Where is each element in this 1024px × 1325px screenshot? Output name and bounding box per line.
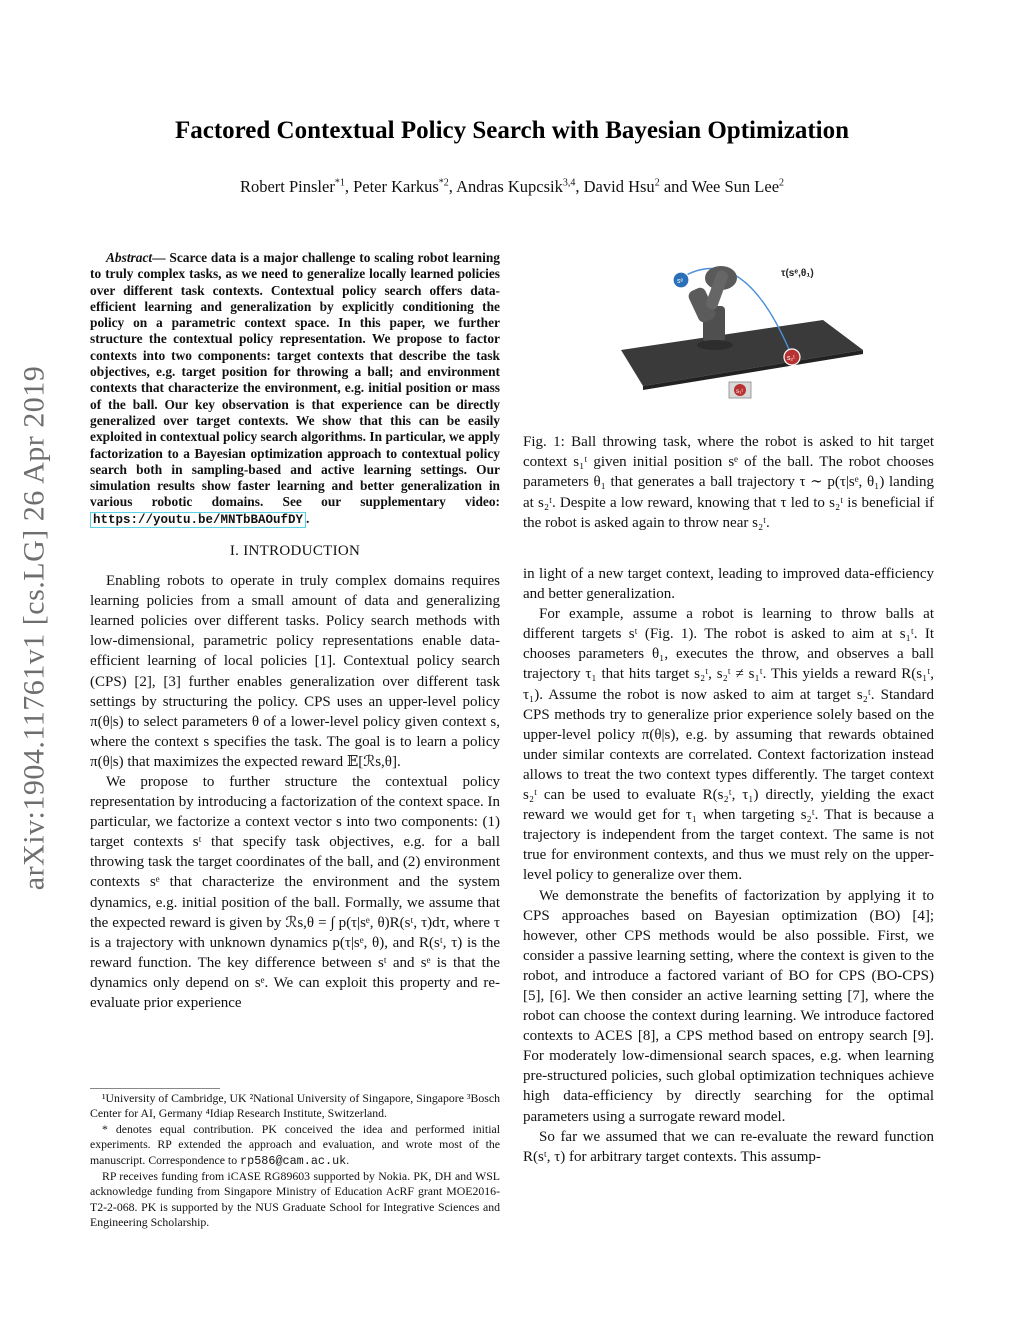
footnotes <box>90 1088 500 1231</box>
caption-text: : Ball throwing task, where the robot is asked to hit target context s₁ᵗ given initial position sᵉ of the ball. The robot chooses parameters θ₁ that generates a ball trajectory τ ∼ p(τ|sᵉ, θ₁) landing at s₂ᵗ. Despite a low reward, knowing that τ led to s₂ᵗ is beneficial if the robot is asked again to throw near s₂ᵗ. <box>523 434 934 531</box>
author-affiliation: *1 <box>334 177 345 189</box>
author-name: Andras Kupcsik <box>456 177 563 196</box>
ball-env-label: sᵉ <box>677 278 684 285</box>
left-column <box>90 250 500 1013</box>
intro-paragraph: We propose to further structure the contextual policy representation by introducing a factorization of the context space. In particular, we factorize a context vector s into two components: (1) target contexts sᵗ that specify task objectives, e.g. for a ball throwing task the target coordinates of the ball, and (2) environment contexts sᵉ that characterize the environment and the system dynamics, e.g. initial position of the ball. Formally, we assume that the expected reward is given by ℛs,θ = ∫ p(τ|sᵉ, θ)R(sᵗ, τ)dτ, where τ is a trajectory with unknown dynamics p(τ|sᵉ, θ), and R(sᵗ, τ) is the reward function. The key difference between sᵗ and sᵉ is that the dynamics only depend on sᵉ. We can exploit this property and re-evaluate prior experience <box>90 773 500 1012</box>
author-affiliation: *2 <box>438 177 449 189</box>
caption-number: 1 <box>553 434 561 450</box>
video-link[interactable]: https://youtu.be/MNTbBAOufDY <box>90 512 306 528</box>
caption-prefix: Fig. <box>523 434 554 450</box>
author-affiliation: 2 <box>779 177 785 189</box>
author-name: David Hsu <box>583 177 655 196</box>
section-heading: I. INTRODUCTION <box>229 543 361 560</box>
table-surface <box>621 320 863 386</box>
right-column <box>523 250 934 1167</box>
abstract-label: Abstract <box>106 250 153 265</box>
abstract-text: Scarce data is a major challenge to scaling robot learning to truly complex tasks, as we need to generalize locally learned policies over different task contexts. Contextual policy search offers data-efficient learning and generalization by explicitly conditioning the policy on a parametric context space. In this paper, we further structure the contextual policy representation. We propose to factor contexts into two components: target contexts that describe the task objectives, e.g. target position for throwing a ball; and environment contexts that characterize the environment, e.g. initial position or mass of the ball. Our key observation is that experience can be directly generalized over target contexts. We show that this can be easily exploited in contextual policy search algorithms. In particular, we apply factorization to a Bayesian optimization approach to contextual policy search both in sampling-based and active learning settings. Our simulation results show faster learning and better generalization in various robotic domains. See our supplementary video: <box>90 250 500 510</box>
author-affiliation: 3,4 <box>562 177 576 189</box>
body-paragraph: So far we assumed that we can re-evaluate the reward function R(sᵗ, τ) for arbitrary target contexts. This assump- <box>523 1128 934 1165</box>
author-name: Wee Sun Lee <box>691 177 780 196</box>
arxiv-side-stamp <box>14 268 54 988</box>
paper-title: Factored Contextual Policy Search with Bayesian Optimization <box>174 117 850 144</box>
correspondence-email[interactable]: rp586@cam.ac.uk <box>240 1153 347 1168</box>
author-name: Robert Pinsler <box>239 177 335 196</box>
figure-caption <box>523 432 934 533</box>
right-column-text <box>523 564 934 1167</box>
footnote-affiliations: ¹University of Cambridge, UK ²National University of Singapore, Singapore ³Bosch Center for AI, Germany ⁴Idiap Research Institute, Switzerland. <box>90 1091 500 1121</box>
trajectory-label: τ(sᵉ,θ₁) <box>781 268 814 279</box>
footnote-divider <box>90 1088 220 1089</box>
author-name: Peter Karkus <box>353 177 439 196</box>
target-hit-label: s₂ᵗ <box>787 355 795 362</box>
target-goal-label: s₁ᵗ <box>736 388 743 395</box>
author-list: Robert Pinsler$^{*1}$, Peter Karkus$^{*2}$, Andras Kupcsik$^{3,4}$, David Hsu$^2$ and Wee Sun Lee$^2$ <box>239 177 785 196</box>
body-paragraph: For example, assume a robot is learning to throw balls at different targets sᵗ (Fig. 1). The robot is asked to aim at s₁ᵗ. It chooses parameters θ₁, executes the throw, and observes a ball trajectory τ₁ that hits target s₂ᵗ, s₂ᵗ ≠ s₁ᵗ. This yields a reward R(s₁ᵗ, τ₁). Assume the robot is now asked to aim at target s₂ᵗ. Standard CPS methods try to generalize prior experience solely based on the upper-level policy π(θ|s), e.g. by assuming that rewards obtained under similar contexts are correlated. Context factorization instead allows to treat the two context types differently. The target context s₂ᵗ can be used to evaluate R(s₂ᵗ, τ₁) directly, yielding the exact reward we would get for τ₁ when targeting s₂ᵗ. That is because a trajectory is independent from the target context. The same is not true for environment contexts, and thus we must rely on the upper-level policy to generalize over them. <box>523 606 934 884</box>
robot-throwing-illustration <box>593 250 893 420</box>
abstract: Abstract— Scarce data is a major challenge to scaling robot learning to truly complex tasks, as we need to generalize locally learned policies over different task contexts. Contextual policy search offers data-efficient learning and generalization by explicitly conditioning the policy on a parametric context space. In this paper, we further structure the contextual policy representation. We propose to factor contexts into two components: target contexts that describe the task objectives, e.g. target position for throwing a ball; and environment contexts that characterize the environment, e.g. initial position or mass of the ball. Our key observation is that experience can be directly generalized over target contexts. We show that this can be easily exploited in contextual policy search algorithms. In particular, we apply factorization to a Bayesian optimization approach to contextual policy search both in sampling-based and active learning settings. Our simulation results show faster learning and better generalization in various robotic domains. See our supplementary video: https://youtu.be/MNTbBAOufDY . <box>90 250 500 527</box>
body-paragraph: We demonstrate the benefits of factorization by applying it to CPS approaches based on Bayesian optimization (BO) [4]; however, other CPS methods would be also possible. First, we consider a passive learning setting, where the context is given to the robot, and introduce a factored variant of BO for CPS (BO-CPS) [5], [6]. We then consider an active learning setting [7], where the robot can choose the context during learning. We introduce factored contexts to ACES [8], a CPS method based on entropy search [9]. For moderately low-dimensional search spaces, e.g. when learning pre-structured policies, such global optimization techniques achieve high data-efficiency by directly searching for the optimal parameters using a surrogate reward model. <box>523 887 934 1125</box>
author-affiliation: 2 <box>654 177 660 189</box>
body-paragraph: in light of a new target context, leading to improved data-efficiency and better generalization. <box>523 566 934 603</box>
footnote-funding: RP receives funding from iCASE RG89603 supported by Nokia. PK, DH and WSL acknowledge funding from Singapore Ministry of Education AcRF grant MOE2016-T2-2-068. PK is supported by the NUS Graduate School for Integrative Sciences and Engineering Scholarship. <box>90 1169 500 1230</box>
footnote-contribution: * denotes equal contribution. PK conceived the idea and performed initial experiments. RP extended the approach and evaluation, and wrote most of the manuscript. Correspondence to rp586@cam.ac.uk. <box>90 1121 500 1168</box>
footnote-contribution-text: * denotes equal contribution. PK conceived the idea and performed initial experiments. RP extended the approach and evaluation, and wrote most of the manuscript. Correspondence to <box>90 1121 500 1167</box>
arxiv-identifier: arXiv:1904.11761v1 [cs.LG] 26 Apr 2019 <box>17 365 50 891</box>
figure-1 <box>593 250 893 420</box>
intro-paragraph: Enabling robots to operate in truly complex domains requires learning policies from a small amount of data and generalizing learned policies over different tasks. Policy search methods with low-dimensional, parametric policy representations enable data-efficient learning of local policies [1]. Contextual policy search (CPS) [2], [3] further enables generalization over different task settings by structuring the policy. CPS uses an upper-level policy π(θ|s) to select parameters θ of a lower-level policy given context s, where the context s specifies the task. The goal is to learn a policy π(θ|s) that maximizes the expected reward 𝔼[ℛs,θ]. <box>90 573 500 770</box>
